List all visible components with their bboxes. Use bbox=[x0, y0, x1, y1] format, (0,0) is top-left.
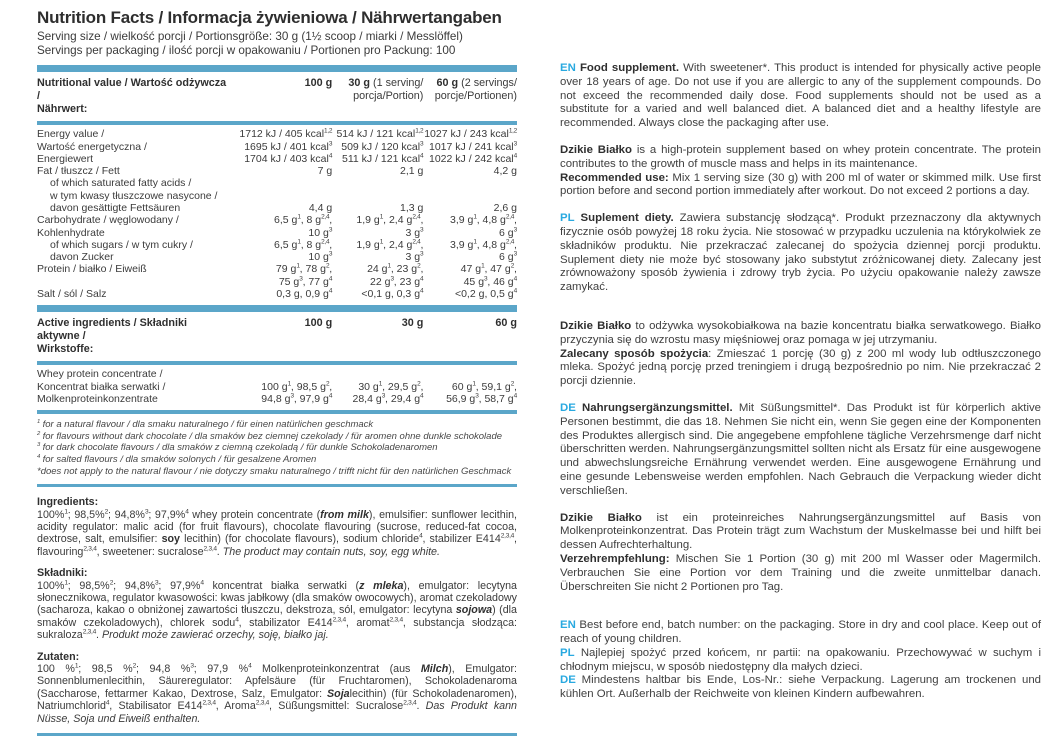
info-paragraph-de-supplement: DE Nahrungsergänzungsmittel. Mit Süßungsmittel*. Das Produkt ist für körperlich aktive Personen bestimmt, die das 18. Nehmen Sie nicht ein, wenn Sie gegen eine der Komponenten des Produktes allergisch sind. Die angegebene empfohlene tägliche Verzehrsmenge darf nicht überschritten werden. Nahrungsergänzungsmittel sollten nicht als Ersatz für eine ausgewogene und abwechslungsreiche Ernährung verwendet werden. Eine ausgewogene Ernährung und eine gesunde Lebensweise werden empfohlen. Nach Gebrauch die Verpackung wieder dicht verschließen. bbox=[560, 401, 1041, 497]
value-60g: 1027 kJ / 243 kcal$^{1,2}$ 1017 kJ / 241 kcal$^3$ 1022 kJ / 242 kcal$^4$ bbox=[424, 127, 517, 165]
row-label: Fat / tłuszcz / Fett bbox=[37, 165, 120, 178]
value-30g: <0,1 g, 0,3 $g^4$ bbox=[361, 287, 424, 300]
value-100g: 4,4 g bbox=[308, 201, 333, 214]
ingredients-section-de bbox=[37, 651, 517, 725]
ingredients-section-pl bbox=[37, 567, 517, 641]
ingredients-heading: Ingredients: bbox=[37, 496, 99, 509]
row-label: Carbohydrate / węglowodany / Kohlenhydrate bbox=[37, 214, 179, 239]
value-100g: 6,5 $g^1$, 8 $g^{2,4}$, 10 $g^3$ bbox=[274, 238, 333, 264]
value-60g: 2,6 g bbox=[493, 201, 517, 214]
info-paragraph-pl-description: Dzikie Białko to odżywka wysokobiałkowa na bazie koncentratu białka serwatkowego. Białko przyczynia się do wzrostu masy mięśniowej oraz pomaga w jej utrzymaniu. bbox=[560, 319, 1041, 346]
row-label: Energy value / Wartość energetyczna / Energiewert bbox=[37, 128, 147, 165]
value-30g: 1,9 $g^1$, 2,4 $g^{2,4}$, 3 $g^3$ bbox=[356, 238, 424, 264]
ingredients-text: 100 %$^1$; 98,5 %$^2$; 94,8 %$^3$; 97,9 %$^4$ Molkenproteinkonzentrat (aus Milch), Emulgator: Sonnenblumenlecithin, Säureregulator: Apfelsäure (für Fruchtaromen), Schokoladenaroma (Saccharose, fettarmer Kakao, Dextrose, Salz, Emulgator: Sojalecithin) (für Schokoladenaromen), Natriumchlorid$^4$, Stabilisator E414$^{2,3,4}$, Aroma$^{2,3,4}$, Süßungsmittel: Sucralose$^{2,3,4}$. Das Produkt kann Nüsse, Soja und Eiweiß enthalten. bbox=[37, 662, 517, 725]
value-100g: 6,5 $g^1$, 8 $g^{2,4}$, 10 $g^3$ bbox=[274, 213, 333, 239]
nutrition-header-col-30g: 30 g (1 serving/ porcja/Portion) bbox=[348, 77, 424, 102]
value-100g: 79 $g^1$, 78 $g^2$, 75 $g^3$, 77 $g^4$ bbox=[275, 262, 333, 288]
table-row-saturated-fat bbox=[37, 177, 517, 214]
info-paragraph-pl-recommended-use: Zalecany sposób spożycia: Zmieszać 1 porcję (30 g) z 200 ml wody lub odtłuszczonego mleka. Spożyć jedną porcję przed treningiem i drugą bezpośrednio po nim. Nie przekraczać 2 porcji dziennie. bbox=[560, 347, 1042, 388]
value-30g: 1,3 g bbox=[400, 201, 424, 214]
nutrition-header-col-60g: 60 g (2 servings/ porcje/Portionen) bbox=[434, 77, 517, 102]
nutrition-table-body bbox=[37, 125, 517, 305]
nutrition-table bbox=[37, 65, 517, 414]
active-header-col-100g: 100 g bbox=[304, 317, 333, 330]
divider-bar-thick bbox=[37, 65, 517, 72]
nutrition-header-col-100g: 100 g bbox=[304, 77, 333, 90]
value-30g: 1,9 $g^1$, 2,4 $g^{2,4}$, 3 $g^3$ bbox=[356, 213, 424, 239]
info-paragraph-de-recommended-use: Verzehrempfehlung: Mischen Sie 1 Portion (30 g) mit 200 ml Wasser oder Magermilch. Verbrauchen Sie eine Portion vor dem Training und die zweite unmittelbar danach. Überschreiten Sie nicht 2 Portionen pro Tag. bbox=[560, 552, 1041, 593]
table-row-carbohydrate bbox=[37, 214, 517, 239]
table-row-salt bbox=[37, 288, 517, 300]
value-60g: 4,2 g bbox=[493, 165, 517, 178]
info-paragraph-en-supplement: EN Food supplement. With sweetener*. This product is intended for physically active people over 18 years of age. Do not use if you are allergic to any of the supplement compounds. Do not exceed the recommended daily dose. Food supplements should not be used as a substitute for a varied and well balanced diet. A balanced diet and a healthy lifestyle are recommended. Always close the packaging after use. bbox=[560, 62, 1041, 130]
nutrition-facts-title: Nutrition Facts / Informacja żywieniowa / Nährwertangaben bbox=[37, 8, 502, 27]
divider-bar-thin bbox=[37, 410, 517, 414]
value-60g: <0,2 g, 0,5 $g^4$ bbox=[454, 287, 517, 300]
footnote-4: $^4$ for salted flavours / dla smaków solonych / für gesalzene Aromen bbox=[37, 453, 317, 465]
value-30g: 514 kJ / 121 kcal$^{1,2}$ 509 kJ / 120 kcal$^3$ 511 kJ / 121 kcal$^4$ bbox=[336, 127, 424, 165]
value-60g: 3,9 $g^1$, 4,8 $g^{2,4}$, 6 $g^3$ bbox=[450, 238, 517, 264]
value-60g: 3,9 $g^1$, 4,8 $g^{2,4}$, 6 $g^3$ bbox=[450, 213, 517, 239]
table-row-protein bbox=[37, 263, 517, 288]
storage-note-de: DE Mindestens haltbar bis Ende, Los-Nr.: siehe Verpackung. Lagerung am trockenen und kühlen Ort. Außerhalb der Reichweite von kleinen Kindern aufbewahren. bbox=[560, 674, 1041, 701]
info-paragraph-en-recommended-use: Recommended use: Mix 1 serving size (30 g) with 200 ml of water or skimmed milk. Use first portion before and second portion immediately after workout. Do not exceed 2 portions a day. bbox=[560, 171, 1041, 198]
table-row-sugars bbox=[37, 239, 517, 264]
footnote-asterisk: *does not apply to the natural flavour / nie dotyczy smaku naturalnego / trifft nicht für den natürlichen Geschmack bbox=[37, 465, 512, 477]
left-column bbox=[37, 8, 517, 736]
footnotes bbox=[37, 419, 517, 477]
info-paragraph-pl-supplement: PL Suplement diety. Zawiera substancję słodzącą*. Produkt przeznaczony dla aktywnych fizycznie osób powyżej 18 roku życia. Nie stosować w przypadku uczulenia na którykolwiek ze składników produktu. Nie przekraczać zalecanej do spożycia dziennej porcji produktu. Suplement diety nie może być stosowany jako substytut zróżnicowanej diety. Zalecany jest zrównoważony sposób żywienia i zdrowy tryb życia. Po użyciu opakowanie należy zawsze zamykać. bbox=[560, 212, 1041, 294]
row-label: of which saturated fatty acids / w tym kwasy tłuszczowe nasycone / davon gesättigte Fettsäuren bbox=[50, 177, 218, 214]
ingredients-heading: Zutaten: bbox=[37, 650, 80, 663]
info-paragraph-en-description: Dzikie Białko is a high-protein supplement based on whey protein concentrate. The protein contributes to the growth of muscle mass and helps in its maintenance. bbox=[560, 143, 1041, 170]
value-100g: 0,3 g, 0,9 $g^4$ bbox=[276, 287, 333, 300]
ingredients-heading: Składniki: bbox=[37, 567, 88, 580]
storage-note-pl: PL Najlepiej spożyć przed końcem, nr partii: na opakowaniu. Przechowywać w suchym i chłodnym miejscu, w sposób niedostępny dla małych dzieci. bbox=[560, 646, 1041, 673]
footnote-3: $^3$ for dark chocolate flavours / dla smaków z ciemną czekoladą / für dunkle Schokoladenaromen bbox=[37, 442, 438, 454]
ingredients-text: 100%$^1$; 98,5%$^2$; 94,8%$^3$; 97,9%$^4$ whey protein concentrate (from milk), emulsifier: sunflower lecithin, acidity regulator: malic acid (for fruit flavours), chocolate flavouring (sucrose, reduced-fat cocoa, dextrose, salt, emulsifier: soy lecithin) (for chocolate flavours), sodium chloride$^4$, stabilizer E414$^{2,3,4}$, flavouring$^{2,3,4}$, sweetener: sucralose$^{2,3,4}$. The product may contain nuts, soy, egg white. bbox=[37, 507, 517, 558]
info-paragraph-de-description: Dzikie Białko ist ein proteinreiches Nahrungsergänzungsmittel auf Basis von Molkenproteinkonzentrat. Das Protein trägt zum Wachstum der Muskelmasse bei und hilft bei dessen Aufrechterhaltung. bbox=[560, 511, 1041, 552]
value-100g: 100 $g^1$, 98,5 $g^2$, 94,8 $g^3$, 97,9 $g^4$ bbox=[261, 380, 333, 405]
active-ingredients-header-row bbox=[37, 312, 517, 361]
value-60g: 47 $g^1$, 47 $g^2$, 45 $g^3$, 46 $g^4$ bbox=[460, 262, 517, 288]
active-header-label: Active ingredients / Składniki aktywne / Wirkstoffe: bbox=[37, 317, 188, 355]
value-30g: 2,1 g bbox=[400, 165, 424, 178]
ingredients-section-en bbox=[37, 496, 517, 558]
nutrition-header-label: Nutritional value / Wartość odżywcza / Nährwert: bbox=[37, 77, 227, 115]
value-30g: 24 $g^1$, 23 $g^2$, 22 $g^3$, 23 $g^4$ bbox=[367, 262, 424, 288]
active-ingredients-body bbox=[37, 365, 517, 410]
row-label: of which sugars / w tym cukry / davon Zucker bbox=[50, 238, 193, 264]
right-column bbox=[560, 62, 1041, 702]
row-label: Whey protein concentrate / Koncentrat białka serwatki / Molkenproteinkonzentrate bbox=[37, 368, 166, 405]
storage-note-en: EN Best before end, batch number: on the packaging. Store in dry and cool place. Keep out of reach of young children. bbox=[560, 619, 1041, 646]
row-label: Salt / sól / Salz bbox=[37, 287, 107, 300]
table-row-whey-protein bbox=[37, 368, 517, 405]
divider-line bbox=[37, 484, 517, 487]
serving-size-line: Serving size / wielkość porcji / Portionsgröße: 30 g (1½ scoop / miarki / Messlöffel) bbox=[37, 30, 463, 43]
servings-per-packaging-line: Servings per packaging / ilość porcji w opakowaniu / Portionen pro Packung: 100 bbox=[37, 44, 456, 58]
value-60g: 60 $g^1$, 59,1 $g^2$, 56,9 $g^3$, 58,7 $g^4$ bbox=[446, 380, 517, 405]
active-header-col-60g: 60 g bbox=[495, 317, 517, 330]
row-label: Protein / białko / Eiweiß bbox=[37, 263, 147, 276]
table-row-energy bbox=[37, 128, 517, 165]
value-100g: 1712 kJ / 405 kcal$^{1,2}$ 1695 kJ / 401 kcal$^3$ 1704 kJ / 403 kcal$^4$ bbox=[239, 127, 333, 165]
footnote-1: $^1$ for a natural flavour / dla smaku naturalnego / für einen natürlichen geschmack bbox=[37, 419, 374, 431]
value-100g: 7 g bbox=[317, 165, 333, 178]
value-30g: 30 $g^1$, 29,5 $g^2$, 28,4 $g^3$, 29,4 $g^4$ bbox=[352, 380, 424, 405]
table-row-fat bbox=[37, 165, 517, 177]
active-header-col-30g: 30 g bbox=[401, 317, 424, 330]
ingredients-text: 100%$^1$; 98,5%$^2$; 94,8%$^3$; 97,9%$^4$ koncentrat białka serwatki (z mleka), emulgator: lecytyna słonecznikowa, regulator kwasowości: kwas jabłkowy (dla smaków owocowych), aromat czekoladowy (sacharoza, kakao o obniżonej zawartości tłuszczu, dekstroza, sól, emulgator: lecytyna sojowa) (dla smaków czekoladowych), chlorek sodu$^4$, stabilizator E414$^{2,3,4}$, aromat$^{2,3,4}$, substancja słodząca: sukraloza$^{2,3,4}$. Produkt może zawierać orzechy, soję, białko jaj. bbox=[37, 579, 518, 642]
footnote-2: $^2$ for flavours without dark chocolate / dla smaków bez ciemnej czekolady / für aromen ohne dunkle schokolade bbox=[37, 430, 503, 442]
divider-bar-thick bbox=[37, 305, 517, 312]
nutrition-table-header-row bbox=[37, 72, 517, 121]
